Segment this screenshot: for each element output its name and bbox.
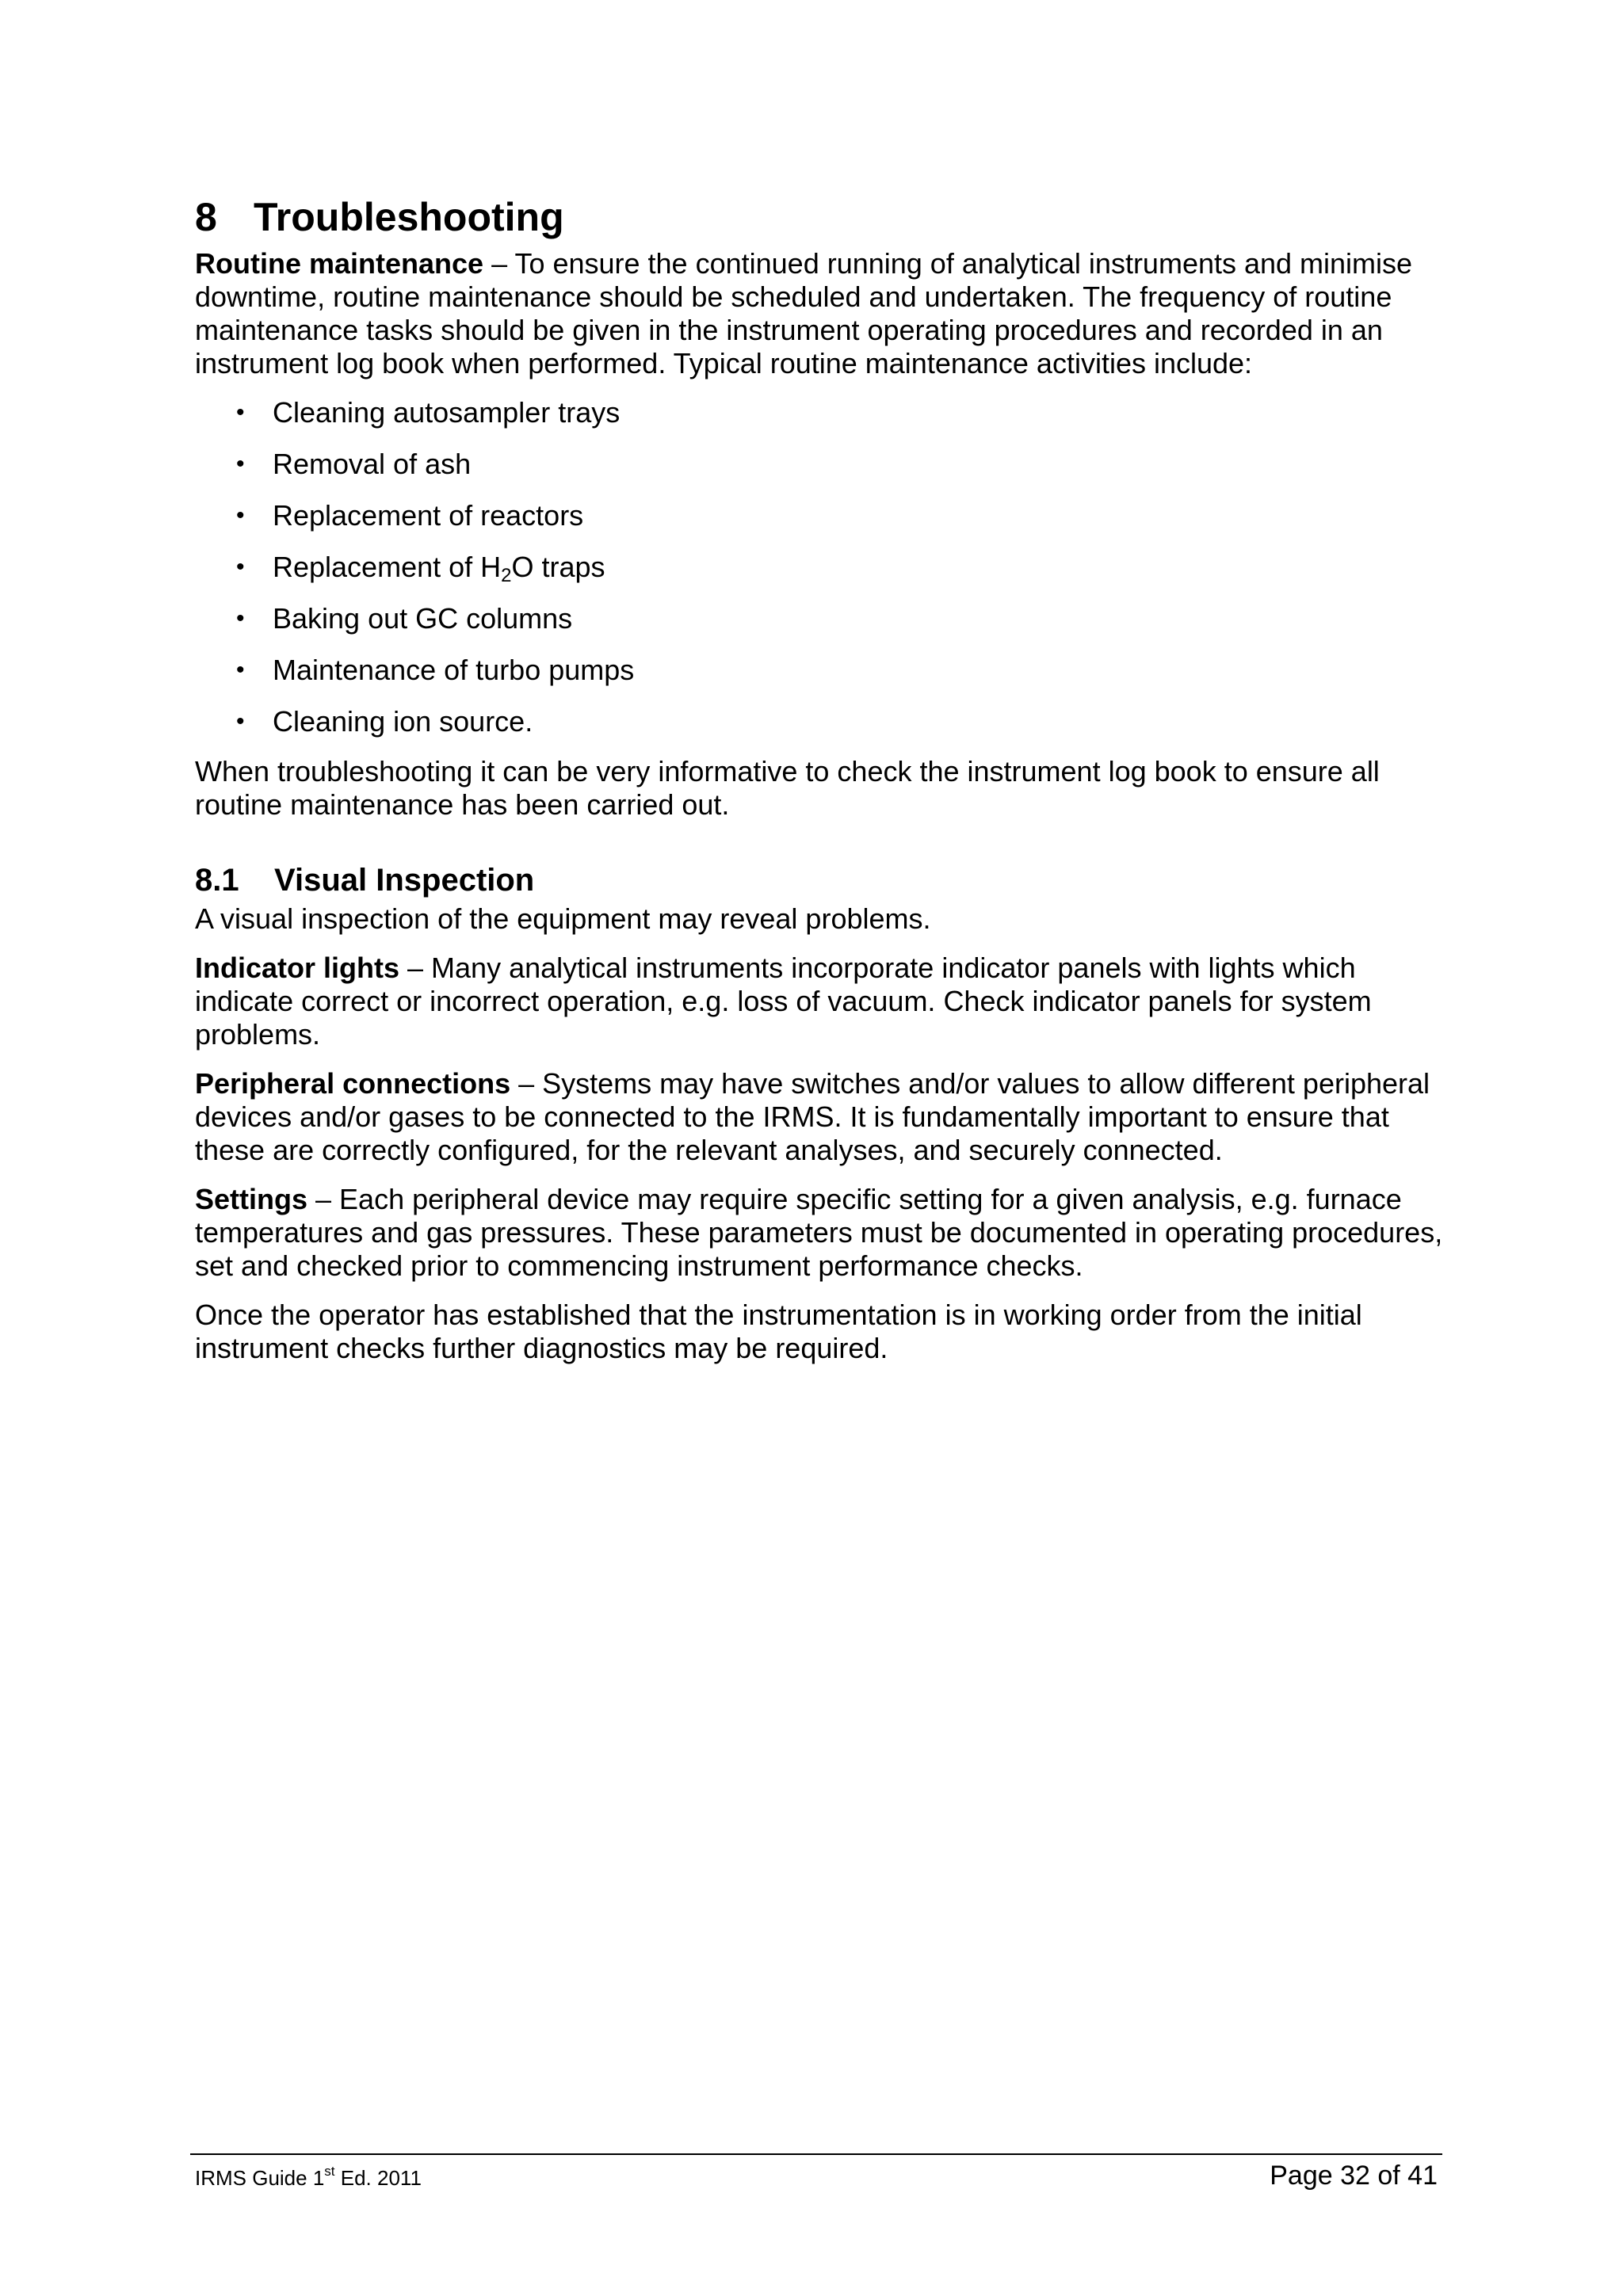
bullet-icon: • [236,657,245,683]
section-title: Troubleshooting [254,195,564,239]
list-item-text: Cleaning autosampler trays [273,396,621,429]
indicator-lights-text: – Many analytical instruments incorporate indicator panels with lights which indicate correct or incorrect operation, e.g. loss of vacuum. Check indicator panels for system problems. [195,952,1372,1051]
footer-document-title [195,2164,422,2191]
routine-maintenance-text: – To ensure the continued running of analytical instruments and minimise downtime, routine maintenance should be scheduled and undertaken. The frequency of routine maintenance tasks should be given in the instrument operating procedures and recorded in an instrument log book when performed. Typical routine maintenance activities include: [195,247,1413,379]
list-item-text: Replacement of reactors [273,499,584,532]
subsection-number: 8.1 [195,863,239,898]
list-item-text: Cleaning ion source. [273,705,533,738]
subsection-title: Visual Inspection [274,863,535,898]
list-item [195,602,1447,635]
routine-maintenance-paragraph [195,247,1447,380]
bullet-icon: • [236,708,245,734]
list-item [195,448,1447,481]
list-item-text: Removal of ash [273,448,472,480]
footer-title-suffix: Ed. 2011 [334,2166,422,2190]
list-item-text: O traps [511,551,605,583]
list-item [195,499,1447,532]
indicator-lights-paragraph [195,952,1447,1051]
section-heading [195,189,1447,246]
bullet-icon: • [236,399,245,425]
settings-paragraph [195,1183,1447,1283]
list-item [195,551,1447,584]
troubleshooting-note: When troubleshooting it can be very informative to check the instrument log book to ensure all routine maintenance has been carried out. [195,755,1380,821]
peripheral-connections-text: – Systems may have switches and/or values to allow different peripheral devices and/or gases to be connected to the IRMS. It is fundamentally important to ensure that these are correctly configured, for the relevant analyses, and securely connected. [195,1067,1430,1166]
subsection-heading [195,858,1447,902]
list-item-text: Maintenance of turbo pumps [273,654,635,686]
settings-lead: Settings [195,1183,308,1215]
page-content [195,189,1447,1365]
peripheral-connections-lead: Peripheral connections [195,1067,511,1100]
list-item-text: Baking out GC columns [273,602,573,635]
maintenance-list [195,396,1447,738]
visual-inspection-intro: A visual inspection of the equipment may reveal problems. [195,902,931,935]
superscript: st [324,2164,335,2179]
routine-maintenance-lead: Routine maintenance [195,247,484,280]
bullet-icon: • [236,554,245,580]
indicator-lights-lead: Indicator lights [195,952,400,984]
footer-divider [190,2153,1442,2155]
list-item-text: Replacement of H [273,551,502,583]
bullet-icon: • [236,502,245,528]
section-number: 8 [195,195,217,239]
page-number: Page 32 of 41 [1270,2161,1438,2191]
subscript: 2 [501,565,512,586]
settings-text: – Each peripheral device may require specific setting for a given analysis, e.g. furnace temperatures and gas pressures. These parameters must be documented in operating procedures, set and checked prior to commencing instrument performance checks. [195,1183,1443,1282]
list-item [195,396,1447,429]
closing-paragraph: Once the operator has established that the instrumentation is in working order from the initial instrument checks further diagnostics may be required. [195,1299,1362,1364]
list-item [195,654,1447,687]
bullet-icon: • [236,451,245,477]
list-item [195,705,1447,738]
bullet-icon: • [236,605,245,631]
peripheral-connections-paragraph [195,1067,1447,1167]
footer-title-text: IRMS Guide 1 [195,2166,325,2190]
